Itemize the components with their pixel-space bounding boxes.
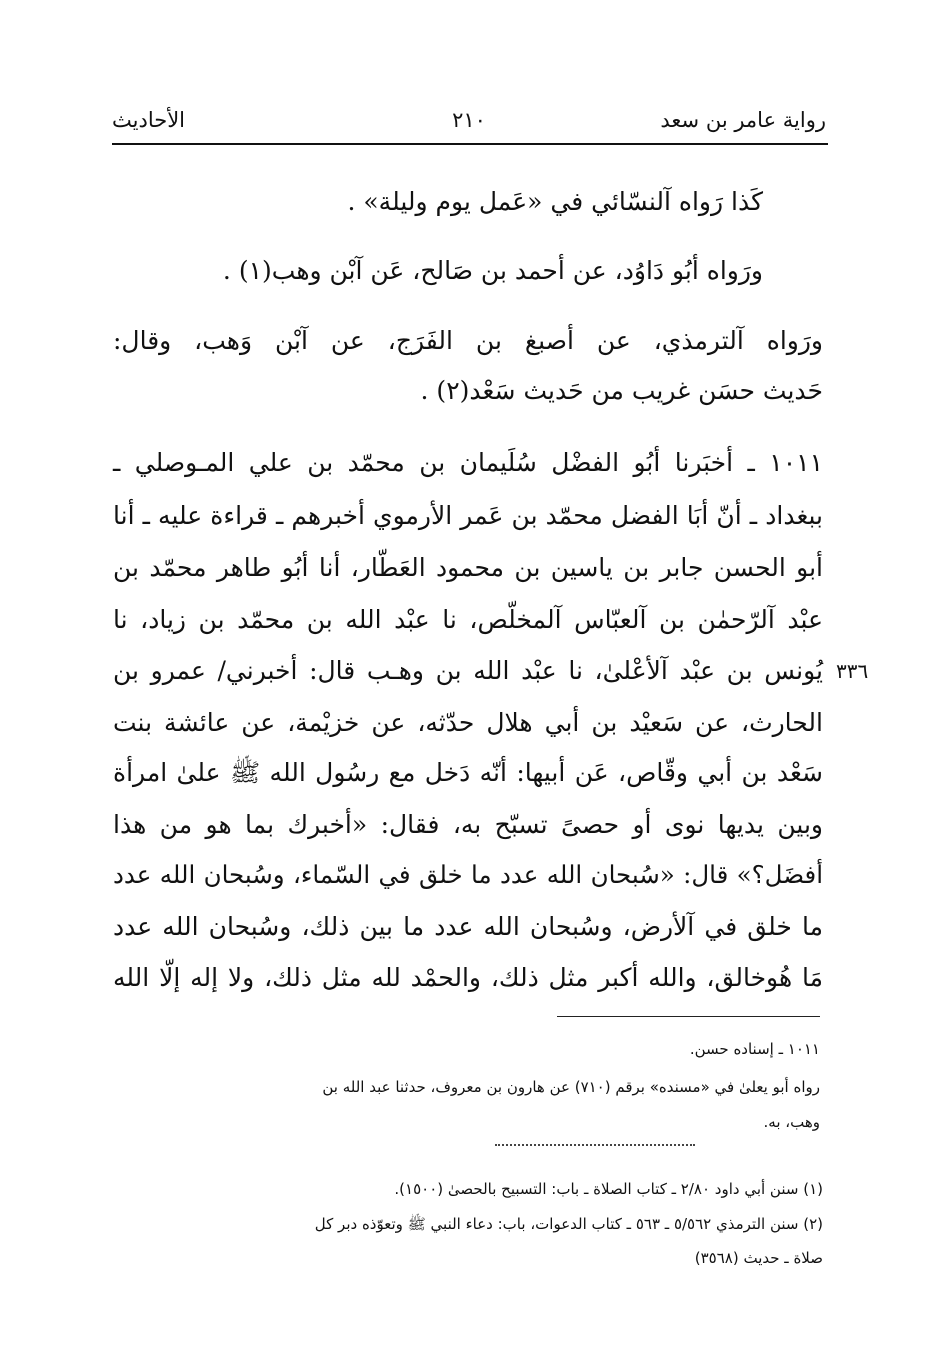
text-line: ورَواه آلترمذي، عن أصبغ بن الفَرَج، عن آبْن وَهب، وقال: bbox=[113, 326, 823, 355]
margin-manuscript-reference: ٣٣٦ bbox=[836, 659, 869, 683]
text-line: سَعْد بن أبي وقّاص، عَن أبيها: أنّه دَخل مع رسُول الله ﷺ علىٰ امرأة bbox=[113, 758, 823, 787]
dotted-separator bbox=[495, 1144, 695, 1146]
text-line: أفضَل؟» قال: «سُبحان الله عدد ما خلق في السّماء، وسُبحان الله عدد bbox=[113, 860, 823, 889]
text-line: أبو الحسن جابر بن ياسين بن محمود العَطّار، أنا أبُو طاهر محمّد بن bbox=[113, 553, 823, 582]
footnote-line: ١٠١١ ـ إسناده حسن. bbox=[689, 1040, 820, 1058]
header-chapter-title: رواية عامر بن سعد bbox=[660, 108, 826, 132]
text-line: وبين يديها نوى أو حصىً تسبّح به، فقال: «أخبرك بما هو من هذا bbox=[113, 810, 823, 839]
running-header bbox=[112, 108, 826, 142]
text-line: عبْد آلرّحمٰن بن آلعبّاس آلمخلّص، نا عبْد الله بن محمّد بن زياد، نا bbox=[113, 605, 823, 634]
footnote-line: (٢) سنن الترمذي ٥/٥٦٢ ـ ٥٦٣ ـ كتاب الدعوات، باب: دعاء النبي ﷺ وتعوّذه دبر كل bbox=[314, 1215, 823, 1233]
footnote-line: رواه أبو يعلىٰ في «مسنده» برقم (٧١٠) عن هارون بن معروف، حدثنا عبد الله بن bbox=[322, 1078, 820, 1096]
text-line: كَذا رَواه آلنسّائي في «عَمل يوم وليلة» . bbox=[347, 187, 763, 216]
hadith-heading-line: ١٠١١ ـ أخبَرنا أبُو الفضْل سُلَيمان بن محمّد بن علي المـوصلي ـ bbox=[113, 448, 823, 477]
footnote-separator bbox=[557, 1016, 820, 1017]
text-line: ما خلق في آلأرض، وسُبحان الله عدد ما بين ذلك، وسُبحان الله عدد bbox=[113, 912, 823, 941]
header-rule bbox=[112, 143, 828, 145]
text-line: ورَواه أبُو دَاوُد، عن أحمد بن صَالح، عَن آبْن وهب(١) . bbox=[222, 256, 763, 285]
footnote-line: وهب، به. bbox=[763, 1113, 820, 1131]
text-line: ببغداد ـ أنّ أبَا الفضل محمّد بن عَمر الأرموي أخبرهم ـ قراءة عليه ـ أنا bbox=[113, 501, 823, 530]
text-line: مَا هُوخالق، والله أكبر مثل ذلك، والحمْد لله مثل ذلك، ولا إله إلّا الله bbox=[113, 963, 823, 992]
text-line: حَديث حسَن غريب من حَديث سَعْد(٢) . bbox=[420, 376, 823, 405]
page-number: ٢١٠ bbox=[452, 108, 486, 132]
footnote-line: (١) سنن أبي داود ٢/٨٠ ـ كتاب الصلاة ـ باب: التسبيح بالحصىٰ (١٥٠٠). bbox=[394, 1180, 823, 1198]
footnote-line: صلاة ـ حديث (٣٥٦٨) bbox=[694, 1249, 823, 1267]
header-section-title: الأحاديث bbox=[112, 108, 186, 132]
text-line: الحارث، عن سَعيْد بن أبي هلال حدّثه، عن خزيْمة، عن عائشة بنت bbox=[113, 708, 823, 737]
text-line: يُونس بن عبْد آلأعْلىٰ، نا عبْد الله بن وهـب قال: أخبرني/ عمرو بن bbox=[113, 656, 823, 685]
